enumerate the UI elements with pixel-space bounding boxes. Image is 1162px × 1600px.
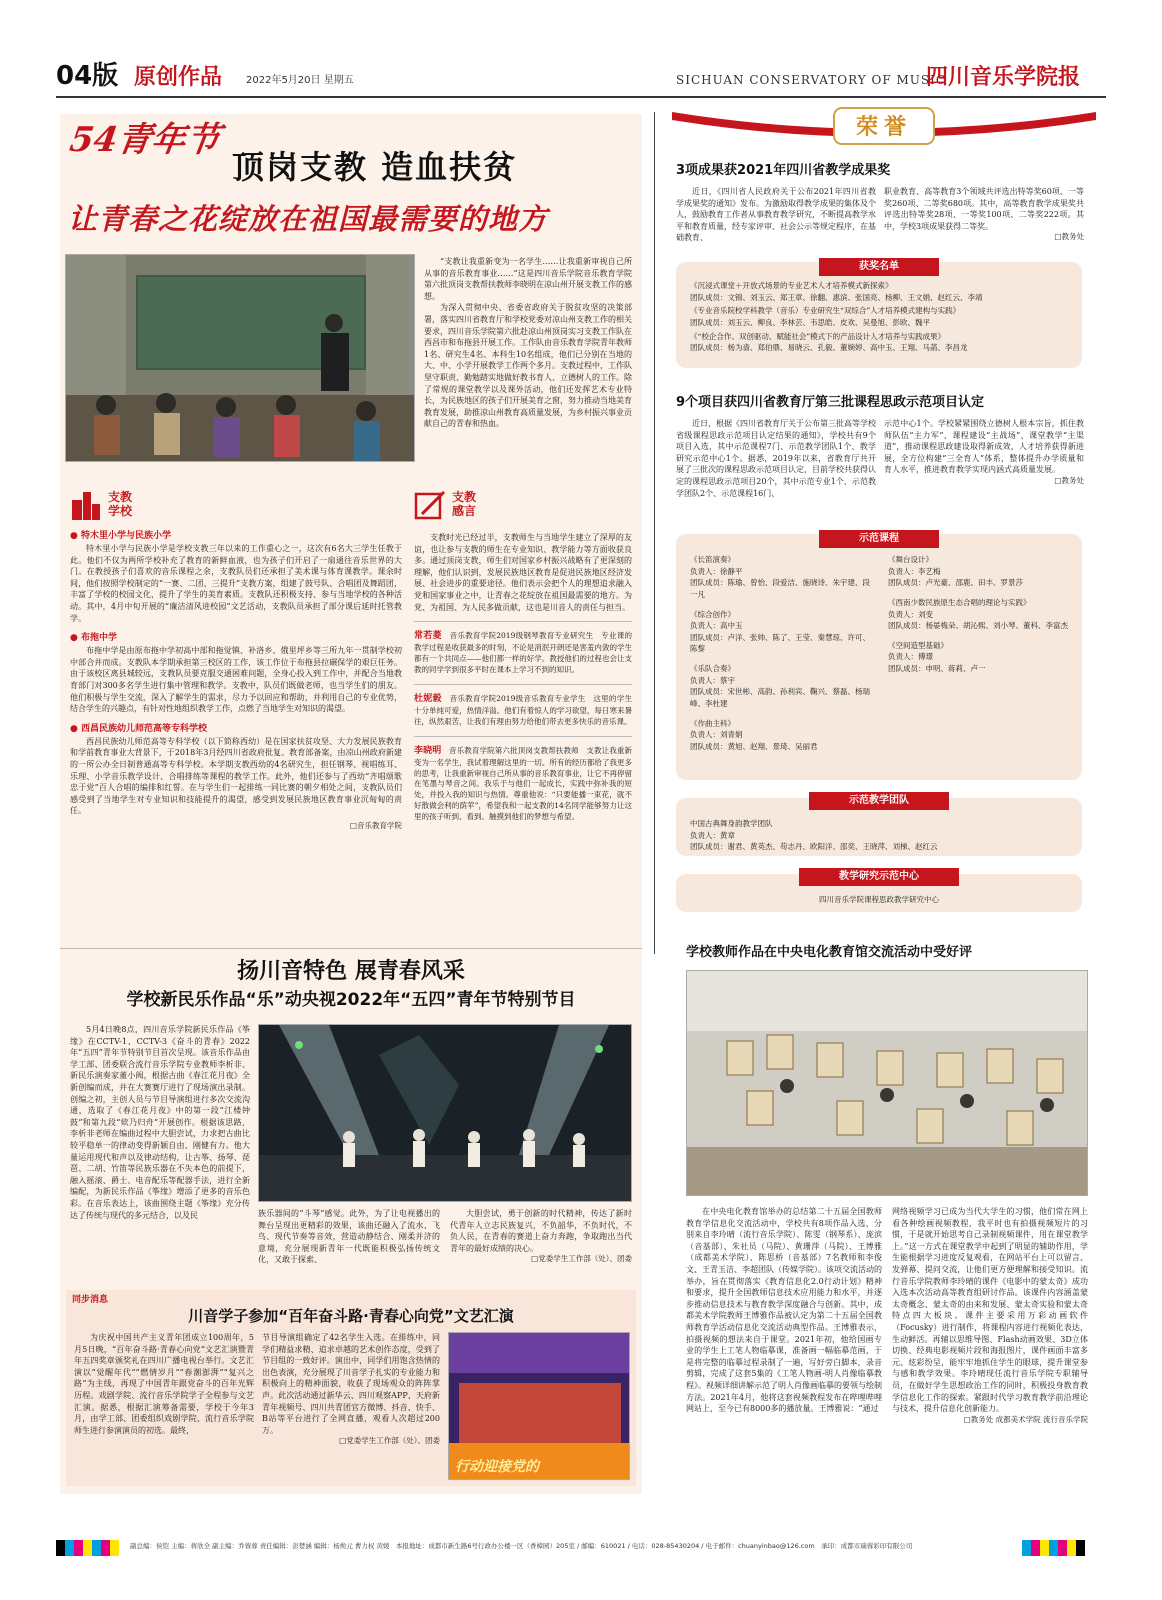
gala-photo xyxy=(448,1332,630,1480)
sync-news-col2 xyxy=(262,1332,440,1447)
support-intro-p1: “支教让我重新变为一名学生……让我重新审视自己所从事的音乐教育事业……”这是四川音乐学院音乐教育学院第六批顶岗支教帮扶教师李晓明在凉山州开展支教工作的感想。 xyxy=(424,257,632,301)
course-list-title: 示范课程 xyxy=(819,530,939,548)
award-item-2-title: 《专业音乐院校学科教学（音乐）专业研究生“双综合”人才培养模式建构与实践》 xyxy=(690,306,961,316)
sync-news-byline: □党委学生工作部（处）、团委 xyxy=(339,1436,440,1446)
award-list xyxy=(690,280,1070,354)
publish-date: 2022年5月20日 星期五 xyxy=(246,75,354,86)
honor-article1-col2-text: 职业教育、高等教育3个领域共评选出特等奖60项、一等奖260项、二等奖680项。其中，高等教育教学成果奖共评选出特等奖28项、一等奖100项、二等奖222项。其中，学校3项成果获得二等奖。 xyxy=(884,187,1084,231)
reflection-1-name: 常若菱 xyxy=(414,631,442,642)
yangchuan-col3-text: 大胆尝试，勇于创新的时代精神，传达了新时代青年人立志民族复兴，不负韶华，不负时代，不负人民，在青春的赛道上奋力奔跑，争取跑出当代青年的最好成绩的决心。 xyxy=(450,1209,632,1253)
yangchuan-subheadline: 学校新民乐作品“乐”动央视2022年“五四”青年节特别节目 xyxy=(126,990,576,1010)
team-box xyxy=(676,795,1082,856)
course-left-3-lead: 负责人：蔡宇 xyxy=(690,675,735,685)
school-text-3: 西昌民族幼儿师范高等专科学校（以下简称西幼）是在国家扶贫攻坚、大力发展民族教育和学前教育事业大背景下，于2018年3月经四川省政府批复、教育部备案，由凉山州政府新建的一所公办全日制普通高等专科学校。本学期支教西幼的4名研究生，担任钢琴、视唱练耳、乐理、小学音乐教学设计、合唱排练等课程的教学工作。此外，他们还参与了西幼“齐唱颂歌忠于党”百人合唱的编排和红誓。在与学生们一起排练一同比赛的朝夕相处之间，支教队员们感受到了当地学生对专业知识和技能提升的渴望，感受到发展民族地区教育事业沉甸甸的责任。 xyxy=(70,736,402,816)
honor-article1-headline: 3项成果获2021年四川省教学成果奖 xyxy=(676,163,891,178)
yangchuan-col1 xyxy=(70,1024,250,1221)
teacher-col2-text: 网络视频学习已成为当代大学生的习惯，他们常在网上看各种绘画视频教程，我平时也有拍摄视频短片的习惯，于是就开始思考自己录制视频课件，用在课堂教学上。”这一方式在课堂教学中起到了明显的辅助作用，学生能根据学习进度反复观看，在网站平台上可以留言、发弹幕、提问交流，让他们更方便理解和接受知识。流行音乐学院教师李玲晴的课件《电影中的蒙太奇》成功入选本次活动高等教育组研讨作品。该课件内容涵盖蒙太奇概念、蒙太奇的由来和发展、蒙太奇实验和蒙太奇特点四大板块。课件主要采用万彩动画软件（Focusky）进行制作，将课程内容进行视频化表达，生动鲜活。再辅以思维导图、Flash动画效果、3D立体切换、经典电影视频片段和海报图片，课件画面丰富多元、炫彩纷呈，能牢牢地抓住学生的眼球，提升课堂参与感和教学效果。李玲晴现任流行音乐学院专职辅导员，在做好学生思想政治工作的同时，积极投身教育教学信息化工作的探索。紧跟时代学习教育教学前沿理论与技术，提升信息化创新能力。 xyxy=(892,1207,1088,1414)
honor-article1-col2 xyxy=(884,186,1084,243)
footer-editors: 副总编：侯铠 主编：蒋欣全 副主编：乔蓉蓉 责任编辑：彭楚涵 编辑：杨焕元 曹力权 黄媛 xyxy=(130,1542,390,1550)
team-info xyxy=(690,818,1070,853)
course-left-2-name: 《综合创作》 xyxy=(690,609,735,619)
reflection-2-name: 杜妮毅 xyxy=(414,693,442,704)
course-right-3-name: 《空间造型基础》 xyxy=(888,640,948,650)
sync-news-tag: 同步消息 xyxy=(72,1295,109,1305)
school-name-2: ● 布拖中学 xyxy=(70,633,118,644)
course-right-1-lead: 负责人：李艺梅 xyxy=(888,566,941,576)
center-box xyxy=(676,871,1082,912)
support-intro xyxy=(424,256,632,430)
sync-news-col1-text: 为庆祝中国共产主义青年团成立100周年，5月5日晚，“百年奋斗路·青春心向党”文艺汇演暨青年五四奖章颁奖礼在四川广播电视台举行。文艺汇演以“觉醒年代”“燃情岁月”“春潮澎湃”“复兴之路”为主线，再现了中国青年跟党奋斗的百年光辉历程。戏剧学院、流行音乐学院学子全程参与文艺汇演。据悉，根据汇演筹备需要，学校于今年3月，由学工部、团委组织戏剧学院、流行音乐学院师生进行参演演员的初选。最终， xyxy=(74,1333,254,1435)
course-left-2-members: 团队成员：卢洋、张帅、陈了、王莹、秦慧琼、许可、陈黎 xyxy=(690,632,870,654)
award-list-box xyxy=(676,262,1082,368)
honor-article1-byline: □教务处 xyxy=(1054,232,1084,242)
course-right-3-lead: 负责人：傅璟 xyxy=(888,652,933,662)
footer xyxy=(56,1538,1106,1558)
reflection-1-text: 音乐教育学院2019级钢琴教育专业研究生 专业课的教学过程是收获最多的时刻，不论是消泯开朗还是害羞内敛的学生都有一个共同点——他们都一样的好学。教授他们的过程也会让支教的同学学到很多平时在课本上学习不到的知识。 xyxy=(414,631,632,674)
sync-news-headline: 川音学子参加“百年奋斗路·青春心向党”文艺汇演 xyxy=(188,1307,514,1325)
course-left-2 xyxy=(690,609,876,656)
newspaper-name: 四川音乐学院报 xyxy=(926,64,1081,90)
column-divider xyxy=(654,112,655,954)
school-name-1-text: 特木里小学与民族小学 xyxy=(81,531,172,541)
teacher-byline: □教务处 成都美术学院 流行音乐学院 xyxy=(963,1414,1088,1424)
course-left-3-members: 团队成员：宋世彬、高韵、孙利宾、鞠兴、蔡磊、杨瑞峰、李杜建 xyxy=(690,687,870,708)
team-box-title: 示范教学团队 xyxy=(809,792,949,810)
course-list-right xyxy=(888,554,1074,675)
honor-article2-col2-text: 示范中心1个。学校紧紧围绕立德树人根本宗旨，抓住教师队伍“主力军”、课程建设“主战场”、课堂教学“主渠道”，推动课程思政建设取得新成效，人才培养获得新进展，全方位构建“三全育人”体系，整体提升办学质量和育人水平，推进教育教学实现内涵式高质量发展。 xyxy=(884,419,1084,475)
school-column-header xyxy=(70,490,150,522)
honor-article1-col1-text: 近日，《四川省人民政府关于公布2021年四川省教学成果奖的通知》发布。为激励取得教学成果的集体及个人，鼓励教育工作者从事教育教学研究，不断提高教学水平和教育质量，经专家评审、社会公示等规定程序，在基础教育、 xyxy=(676,187,876,243)
award-item-2 xyxy=(690,305,1070,328)
school-byline: □音乐教育学院 xyxy=(349,821,402,831)
course-left-4 xyxy=(690,718,876,753)
school-name-2-text: 布拖中学 xyxy=(81,633,118,644)
footer-address: 本报地址：成都市新生路6号行政办公楼一区（香樟园）205室 / 邮编：610021 / 电话：028-85430204 / 电子邮件：chuanyinbao@126.com xyxy=(395,1542,815,1550)
course-list-box xyxy=(676,534,1082,780)
stage-photo xyxy=(258,1024,632,1202)
reflection-1 xyxy=(414,630,632,676)
teacher-headline: 学校教师作品在中央电化教育馆交流活动中受好评 xyxy=(686,945,973,960)
building-icon xyxy=(70,490,102,522)
team-name: 中国古典舞身韵教学团队 xyxy=(690,819,773,828)
course-left-1-lead: 负责人：徐静平 xyxy=(690,566,743,576)
school-english-name: SICHUAN CONSERVATORY OF MUSIC xyxy=(676,73,947,87)
classroom-photo-illustration xyxy=(66,255,415,462)
sync-news-col1 xyxy=(74,1332,254,1436)
course-right-2-lead: 负责人：刘变 xyxy=(888,609,933,619)
footer-info xyxy=(130,1542,1010,1551)
award-item-1 xyxy=(690,280,1070,303)
reflection-column-header xyxy=(414,490,494,522)
honor-article2-headline: 9个项目获四川省教育厅第三批课程思政示范项目认定 xyxy=(676,395,985,410)
award-item-3-members: 团队成员：杨为啬、郑伯鼎、易晓云、孔毅、董婉婷、高中玉、王翔、马菡、李昌龙 xyxy=(690,343,968,353)
course-left-1-members: 团队成员：陈瑜、曾怡、段爱洁、施晓诗、朱宇建、段一凡 xyxy=(690,578,870,599)
course-left-4-members: 团队成员：黄旭、赵翔、景琦、吴丽君 xyxy=(690,741,818,751)
center-box-title: 教学研究示范中心 xyxy=(799,868,959,886)
honor-article2-byline: □教务处 xyxy=(1054,475,1084,485)
reflection-3-name: 李晓明 xyxy=(414,745,442,756)
honor-banner xyxy=(672,106,1096,150)
school-text-2: 布拖中学是由原布拖中学初高中部和拖觉镇、补洛乡、俄里坪乡等三所九年一贯制学校初中部合并而成。支教队本学期承担第三校区的工作，该工作位于布拖县拉碾保学的艰巨任务。由于该校区离县城较远，支教队员要克服交通困难问题，全身心投入到工作中，并配合当地教育部门对300多名学生进行集中管理和教学。支教中，队员们既做老师，也当学生们的朋友。他们积极与学生交流，深入了解学生的需求，尽力予以回应和帮助，并利用自己的专业优势，结合学生的兴趣点，有针对性地组织教学工作，点燃了当地学生对知识的渴望。 xyxy=(70,646,402,714)
teacher-col1-text: 在中央电化教育馆举办的总结第二十五届全国教师教育学信息化交流活动中，学校共有8项作品入选，分别来自李玲晴（流行音乐学院）、陈雯（钢琴系）、庞滨（音基部）、朱社员（马院）、黄珊萍（马院）、王博雅（成都美术学院）、陈思桥（音基部）7名教师和李俊文、王青玉洁、李超团队（传媒学院）。该项交流活动的举办，旨在贯彻落实《教育信息化2.0行动计划》精神和要求，提升全国教师信息技术应用能力和水平，并逐步推动信息技术与教育教学深度融合与创新。其中，成都美术学院教师王博雅作品被认定为第二十五届全国教师教育学活动信息化交流活动典型作品。王博雅表示，拍摄视频的想法来自于课堂。2021年初，他给国画专业的学生上工笔人物临摹课，准备画一幅临摹范画，于是将完整的临摹过程录制了一遍，写好旁白脚本，录音剪辑，完成了这套5集的《工笔人物画-明人肖像临摹教程》。视频详细讲解示范了明人肖像画临摹的要领与绘制方法。2021年4月，他将这套视频教程发布在哔哩哔哩网站上，至今已有8000多的播放量。王博雅说：“通过 xyxy=(686,1207,882,1414)
course-left-2-lead: 负责人：高中玉 xyxy=(690,621,743,631)
honor-article2-col2 xyxy=(884,418,1084,487)
teacher-col2 xyxy=(892,1206,1088,1426)
honor-article1-col1 xyxy=(676,186,876,244)
reflection-2 xyxy=(414,693,632,728)
center-name: 四川音乐学院课程思政教学研究中心 xyxy=(819,895,939,904)
page-number: 04版 xyxy=(56,61,119,91)
section-rule xyxy=(60,948,642,949)
team-members: 团队成员：谢君、黄英杰、苟志丹、欧阳洋、邵奕、王晓萍、刘梯、赵红云 xyxy=(690,842,938,852)
yangchuan-col2 xyxy=(258,1208,440,1266)
support-subheadline: 让青春之花绽放在祖国最需要的地方 xyxy=(68,202,549,236)
course-left-1-name: 《长笛演奏》 xyxy=(690,555,735,564)
course-right-2-members: 团队成员：杨晏梅朵、胡沁熙、刘小琴、董科、李富杰 xyxy=(888,621,1068,631)
school-name-3: ● 西昌民族幼儿师范高等专科学校 xyxy=(70,723,208,734)
course-right-3-members: 团队成员：申明、蒋莉、卢一 xyxy=(888,664,986,673)
footer-printer: 承印：成都市瑞蓉彩印有限公司 xyxy=(821,1542,913,1550)
reflection-list xyxy=(414,532,632,823)
art-class-photo xyxy=(686,970,1088,1196)
school-name-1: ● 特木里小学与民族小学 xyxy=(70,531,172,541)
course-left-1 xyxy=(690,554,876,601)
course-left-4-name: 《作曲主科》 xyxy=(690,718,735,728)
course-right-1 xyxy=(888,554,1074,589)
stage-photo-illustration xyxy=(259,1025,632,1202)
reflection-lead: 支教时光已经过半，支教师生与当地学生建立了深厚的友谊，也让参与支教的师生在专业知识、教学能力等方面收获良多。通过顶岗支教，师生们对国家乡村振兴战略有了更深刻的理解，他们认识到，发展民族地区教育是促进民族地区经济发展、社会进步的重要途径。他们表示会把个人的理想追求融入党和国家事业之中，让青春之花绽放在祖国最需要的地方。为党、为祖国、为人民多做贡献，这也是川音人的责任与担当。 xyxy=(414,533,632,612)
team-lead: 负责人：黄章 xyxy=(690,830,735,840)
award-item-1-title: 《沉浸式课堂＋开放式场景的专业艺术人才培养模式新探索》 xyxy=(690,281,893,290)
award-item-2-members: 团队成员：刘玉云、柳良、李林芸、韦思皓、皮欢、吴曼旭、彭欧、魏平 xyxy=(690,317,930,327)
award-list-title: 获奖名单 xyxy=(819,258,939,276)
reflection-3 xyxy=(414,745,632,823)
course-left-3-name: 《乐队合奏》 xyxy=(690,664,735,673)
reflection-2-text: 音乐教育学院2019级音乐教育专业学生 这里的学生十分单纯可爱，热情洋溢。他们有着惊人的学习欲望，每日寒来暑往，纵然艰苦，让我们有理由努力给他们带去更多快乐的音乐课。 xyxy=(414,693,632,726)
course-left-3 xyxy=(690,663,876,710)
yangchuan-col1-text: 5月4日晚8点，四川音乐学院新民乐作品《筝缘》在CCTV-1、CCTV-3《奋斗的青春》2022年“五四”青年节特别节目首次呈现。该音乐作品由学工部、团委联合流行音乐学院专业教师李析非、新民乐演奏家董小阀，根据古曲《春江花月夜》全新创编而成，并在大赛赛厅进行了现场演出录制。创编之初，主创人员与节目导演组进行多次交流沟通，选取了《春江花月夜》中的第一段“江楼钟鼓”和第九段“欸乃归舟”开展创作。根据该思路，李析非老师在编曲过程中大胆尝试，力求把古曲比较平稳单一的律动变得新颖自由、刚健有力。他大量运用现代和声以及律动结构，让古筝、扬琴、琵琶、二胡、竹笛等民族乐器在不失本色的前提下，融入摇滚、爵士、电音配乐等配器手法，进行全新编配，为新民乐作品《筝缘》增添了更多的音乐色彩。在音乐表达上，该曲围绕主题《筝缘》充分传达了传统与现代的多元结合，以及民 xyxy=(70,1025,250,1220)
reflection-3-text: 音乐教育学院第六批顶岗支教帮扶教师 支教让我重新变为一名学生，我试着理解这里的一切。所有的经历都给了我更多的思考，让我重新审视自己所从事的音乐教育事业，让它不再停留在笔墨与琴音之间。我乐于与他们一起成长，实践中弥补我的短处，并投入我的知识与热情。尊重他说：“只要能播一束花，就不好散做会利的荫苹”，希望我和一起支教的14名同学能够努力让这里的孩子听到、看到、触摸到他们的梦想与希望。 xyxy=(414,745,632,822)
section-title: 原创作品 xyxy=(134,65,223,90)
reflection-rule-2 xyxy=(414,684,632,685)
classroom-photo xyxy=(65,254,415,462)
yangchuan-byline: □党委学生工作部（处）、团委 xyxy=(531,1254,632,1264)
course-right-2-name: 《西南少数民族原生态合唱的理论与实践》 xyxy=(888,597,1031,607)
honor-banner-text: 荣誉 xyxy=(855,114,912,140)
yangchuan-col3 xyxy=(450,1208,632,1265)
course-right-3 xyxy=(888,640,1074,675)
school-list xyxy=(70,530,402,832)
reflection-rule-1 xyxy=(414,621,632,622)
youth-day-badge xyxy=(67,116,223,182)
course-right-2 xyxy=(888,597,1074,632)
youth-day-badge-text: 54青年节 xyxy=(67,120,223,160)
school-text-1: 特木里小学与民族小学是学校支教三年以来的工作重心之一，这次有6名大三学生任教于此。他们不仅为两所学校补充了教育的新鲜血液，也为孩子们开启了一扇通往音乐世界的大门。在教授孩子们喜欢的音乐课程之余，支教队员们还承担了美术课与体育课教学。课余时间，他们按照学校制定的“一赛、二团、三提升”支教方案，组建了鼓号队、合唱团及舞蹈团，丰富了学校的校园文化，提升了学生的美育素质。支教队还积极支持、参与当地学校的各种活动。其中，4月中旬开展的“廉洁清风进校园”文艺活动，支教队员承担了部分课后延时托管教学。 xyxy=(70,544,402,623)
school-name-3-text: 西昌民族幼儿师范高等专科学校 xyxy=(81,723,208,734)
course-right-1-members: 团队成员：卢光豪、邵鹿、田丰、罗景莎 xyxy=(888,578,1023,588)
teacher-col1 xyxy=(686,1206,882,1415)
yangchuan-headline: 扬川音特色 展青春风采 xyxy=(237,958,465,984)
course-right-1-name: 《舞台设计》 xyxy=(888,555,933,564)
support-intro-p2: 为深入贯彻中央、省委省政府关于脱贫攻坚的决策部署，落实四川省教育厅和学校党委对凉山州支教工作的相关要求，四川音乐学院第六批赴凉山州顶岗实习支教工作队在西昌市和布拖县开展工作。工作队由音乐教育学院青年教师1名、研究生4名、本科生10名组成，他们已分别在当地的大、中、小学开展教学工作两个多月。支教过程中，工作队坚守职责、勤勉踏实地做好教书育人、立德树人的工作。除了常规的课堂教学以及课外活动，他们还发挥艺术专业特长，为民族地区的孩子们开展美育之窗，努力推动当地美育教育发展，助推凉山州教育高质量发展，为乡村振兴事业贡献自己的青春和热血。 xyxy=(424,303,632,429)
sync-news-col2-text: 节目导演组确定了42名学生入选。在排练中，同学们精益求精、追求卓越的艺术创作态度，受到了节目组的一致好评。演出中，同学们用饱含热情的出色表演，充分展现了川音学子扎实的专业能力和积极向上的精神面貌，收获了现场观众的阵阵掌声。此次活动通过新华云、四川观察APP、天府新青年视频号、四川共青团官方微博、抖音、快手、B站等平台进行了全网直播，观看人次超过200万。 xyxy=(262,1333,440,1435)
color-bar-right xyxy=(1022,1540,1085,1556)
course-list-left xyxy=(690,554,876,752)
award-item-3 xyxy=(690,331,1070,354)
yangchuan-col2-text: 族乐器间的“斗琴”感觉。此外，为了让电视播出的舞台呈现出更精彩的效果，该曲还融入了流水、飞鸟、现代节奏等音效，营造动静结合、刚柔并济的意境，充分展现新青年一代既能积极弘扬传统文化，又敢于探索、 xyxy=(258,1209,440,1265)
art-class-photo-illustration xyxy=(687,971,1088,1196)
honor-article2-col1 xyxy=(676,418,876,499)
honor-article2-col1-text: 近日，根据《四川省教育厅关于公布第三批高等学校省级课程思政示范项目认定结果的通知》，学校共有9个项目入选，其中示范课程7门、示范教学团队1个、教学研究示范中心1个。据悉，2019年以来，省教育厅共开展了三批次的课程思政示范项目认定，目前学校共获得认定的课程思政示范项目20个，其中示范专业1个、示范教学团队2个、示范课程16门、 xyxy=(676,419,876,498)
reflection-rule-3 xyxy=(414,736,632,737)
masthead xyxy=(56,58,1106,98)
school-column-title: 支教学校 xyxy=(108,490,133,519)
gala-photo-caption: 行动迎接党的 xyxy=(455,1459,539,1475)
award-item-1-members: 团队成员：文锦、刘玉云、郑王章、徐翻、惠滨、张国亮、杨柳、王文娟、赵红云、李靖 xyxy=(690,292,983,302)
pen-icon xyxy=(414,490,446,522)
course-left-4-lead: 负责人：刘青娟 xyxy=(690,730,743,740)
support-headline: 顶岗支教 造血扶贫 xyxy=(232,148,518,186)
color-bar-left xyxy=(56,1540,119,1556)
reflection-column-title: 支教感言 xyxy=(452,490,477,519)
award-item-3-title: 《“校企合作、双创驱动、赋能社会”模式下的产品设计人才培养与实践成果》 xyxy=(690,331,946,341)
